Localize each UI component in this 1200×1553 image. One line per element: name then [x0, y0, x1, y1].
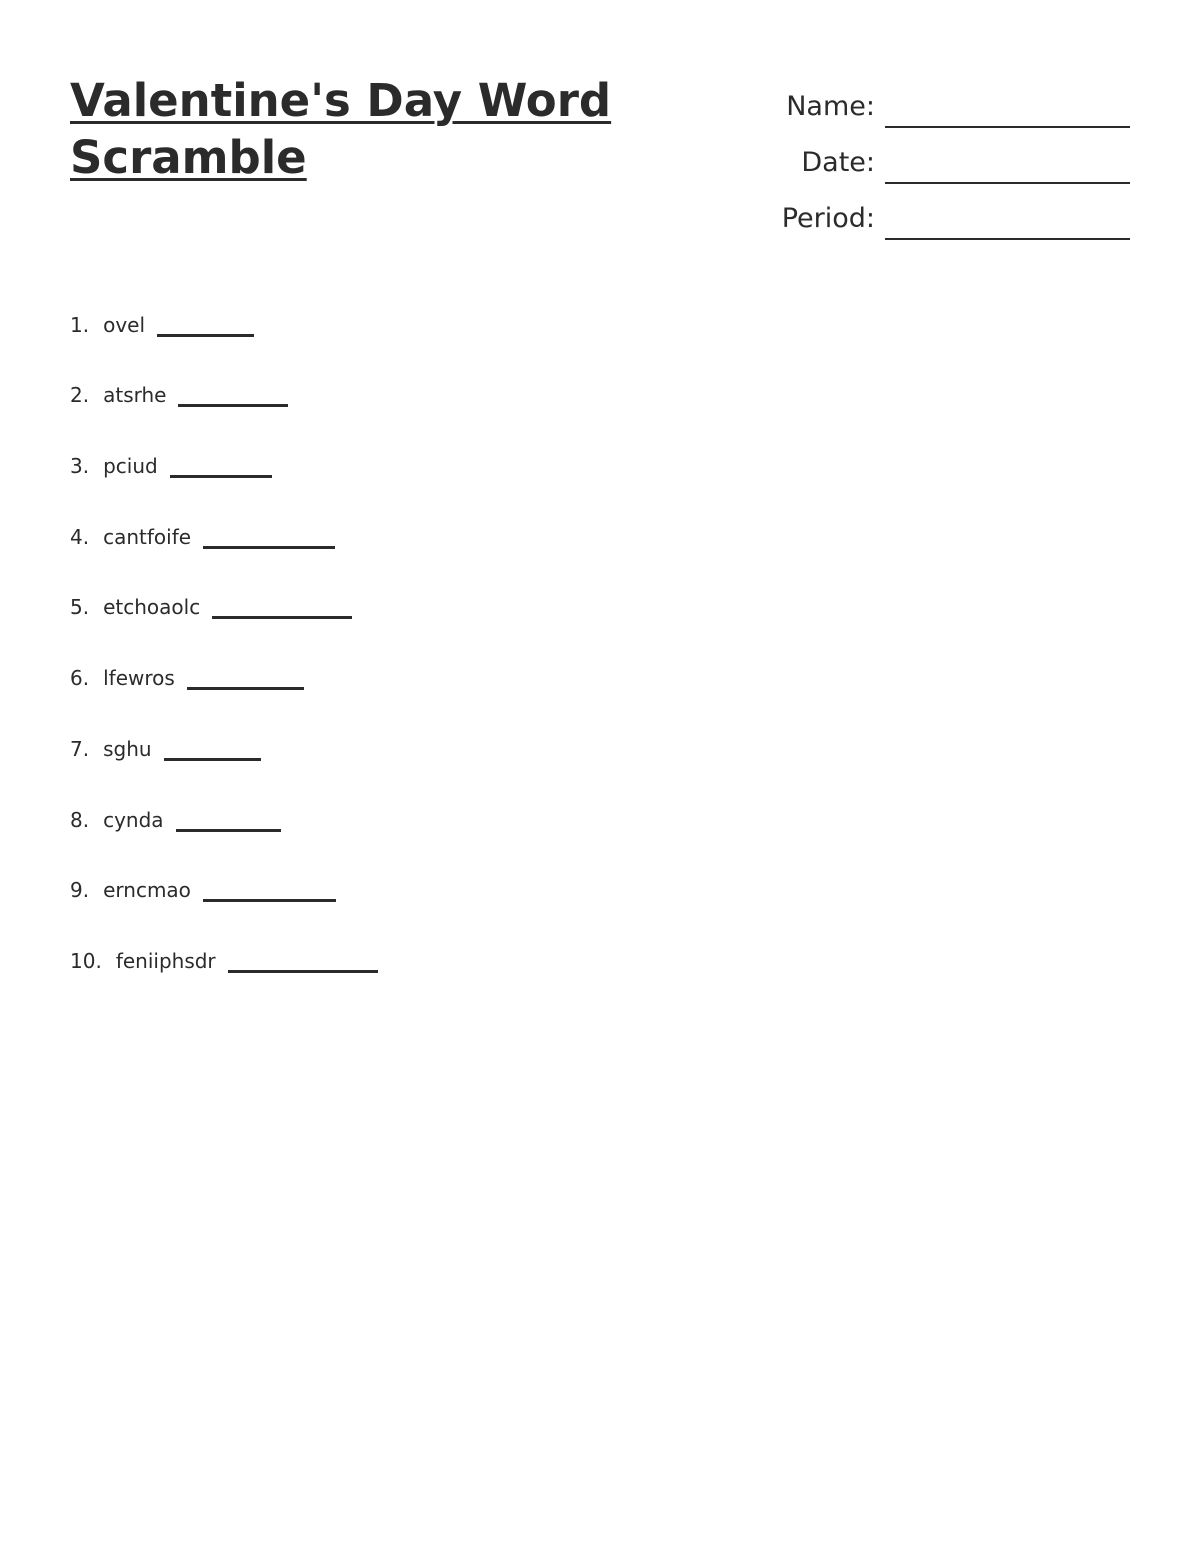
scramble-list — [70, 270, 670, 977]
answer-blank[interactable] — [228, 969, 378, 973]
name-blank[interactable] — [885, 125, 1130, 128]
item-number: 9. — [70, 878, 90, 903]
scrambled-word: sghu — [103, 736, 152, 761]
student-info-fields — [700, 72, 1130, 240]
item-number: 4. — [70, 524, 90, 549]
answer-blank[interactable] — [170, 474, 272, 478]
period-label: Period: — [781, 203, 875, 234]
list-item — [70, 341, 670, 412]
period-blank[interactable] — [885, 237, 1130, 240]
scrambled-word: cantfoife — [103, 524, 192, 549]
scrambled-word: atsrhe — [103, 383, 167, 408]
answer-blank[interactable] — [157, 333, 254, 337]
date-field-row — [700, 128, 1130, 184]
answer-blank[interactable] — [176, 828, 281, 832]
scrambled-word: ovel — [103, 312, 146, 337]
item-number: 8. — [70, 807, 90, 832]
answer-blank[interactable] — [187, 686, 304, 690]
answer-blank[interactable] — [212, 615, 352, 619]
item-number: 7. — [70, 736, 90, 761]
list-item — [70, 906, 670, 977]
date-blank[interactable] — [885, 181, 1130, 184]
list-item — [70, 623, 670, 694]
scrambled-word: erncmao — [103, 878, 191, 903]
page-title: Valentine's Day Word Scramble — [70, 74, 612, 184]
item-number: 2. — [70, 383, 90, 408]
scrambled-word: etchoaolc — [103, 595, 201, 620]
list-item — [70, 836, 670, 907]
list-item — [70, 694, 670, 765]
scrambled-word: feniiphsdr — [115, 948, 216, 973]
item-number: 1. — [70, 312, 90, 337]
answer-blank[interactable] — [203, 898, 336, 902]
item-number: 10. — [70, 948, 102, 973]
list-item — [70, 411, 670, 482]
name-field-row — [700, 72, 1130, 128]
item-number: 3. — [70, 454, 90, 479]
scrambled-word: lfewros — [103, 666, 175, 691]
scrambled-word: pciud — [103, 454, 158, 479]
scrambled-word: cynda — [103, 807, 164, 832]
answer-blank[interactable] — [178, 403, 288, 407]
date-label: Date: — [801, 147, 875, 178]
name-label: Name: — [786, 91, 875, 122]
period-field-row — [700, 184, 1130, 240]
list-item — [70, 482, 670, 553]
list-item — [70, 270, 670, 341]
answer-blank[interactable] — [203, 545, 335, 549]
item-number: 6. — [70, 666, 90, 691]
item-number: 5. — [70, 595, 90, 620]
list-item — [70, 553, 670, 624]
list-item — [70, 765, 670, 836]
answer-blank[interactable] — [164, 757, 261, 761]
